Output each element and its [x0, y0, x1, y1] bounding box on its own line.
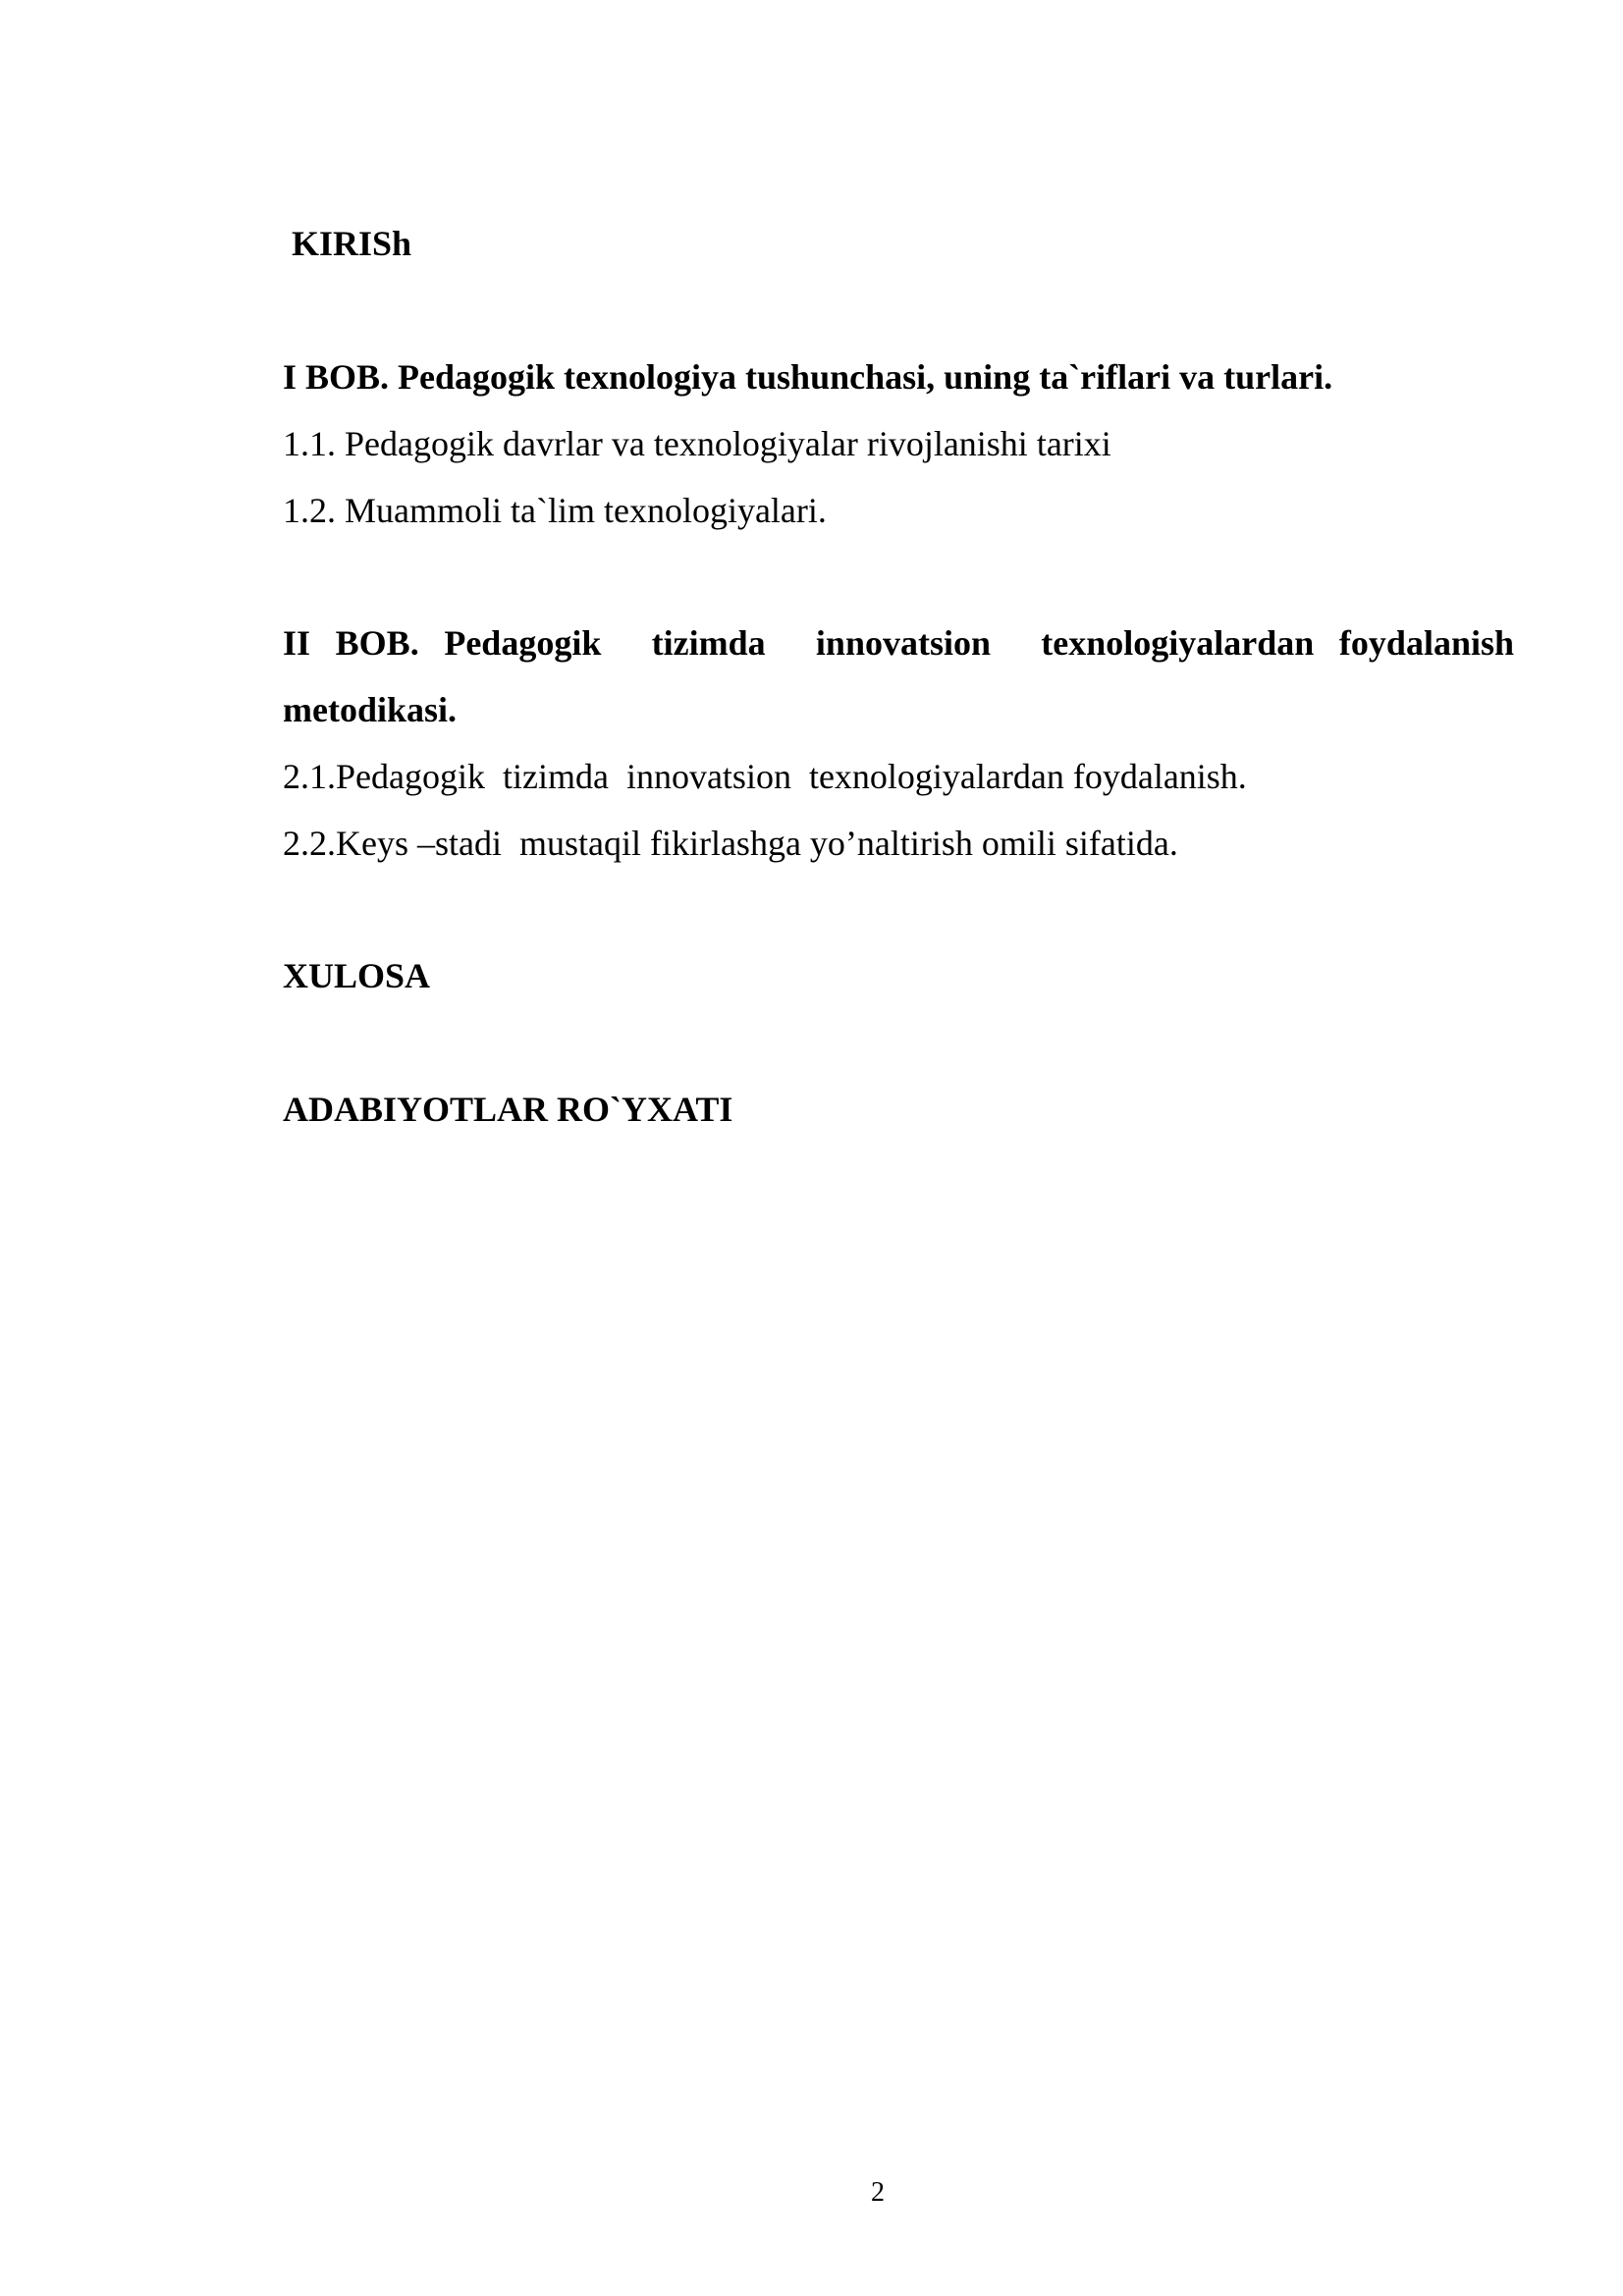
- toc-intro: KIRISh: [283, 224, 412, 263]
- toc-conclusion: XULOSA: [283, 956, 431, 995]
- toc-chapter2-title-line1: II BOB. Pedagogik tizimda innovatsion texnologiyalardan foydalanish: [283, 623, 1514, 663]
- toc-item-1-2: 1.2. Muammoli ta`lim texnologiyalari.: [283, 491, 827, 530]
- toc-item-2-1: 2.1.Pedagogik tizimda innovatsion texnologiyalardan foydalanish.: [283, 757, 1247, 796]
- page-number: 2: [871, 2177, 885, 2208]
- toc-chapter2-title-line2: metodikasi.: [283, 690, 458, 729]
- toc-references: ADABIYOTLAR RO`YXATI: [283, 1090, 733, 1129]
- toc-chapter1-title: I BOB. Pedagogik texnologiya tushunchasi, uning ta`riflari va turlari.: [283, 357, 1333, 397]
- toc-item-1-1: 1.1. Pedagogik davrlar va texnologiyalar rivojlanishi tarixi: [283, 424, 1111, 463]
- toc-item-2-2: 2.2.Keys –stadi mustaqil fikirlashga yo’naltirish omili sifatida.: [283, 824, 1178, 863]
